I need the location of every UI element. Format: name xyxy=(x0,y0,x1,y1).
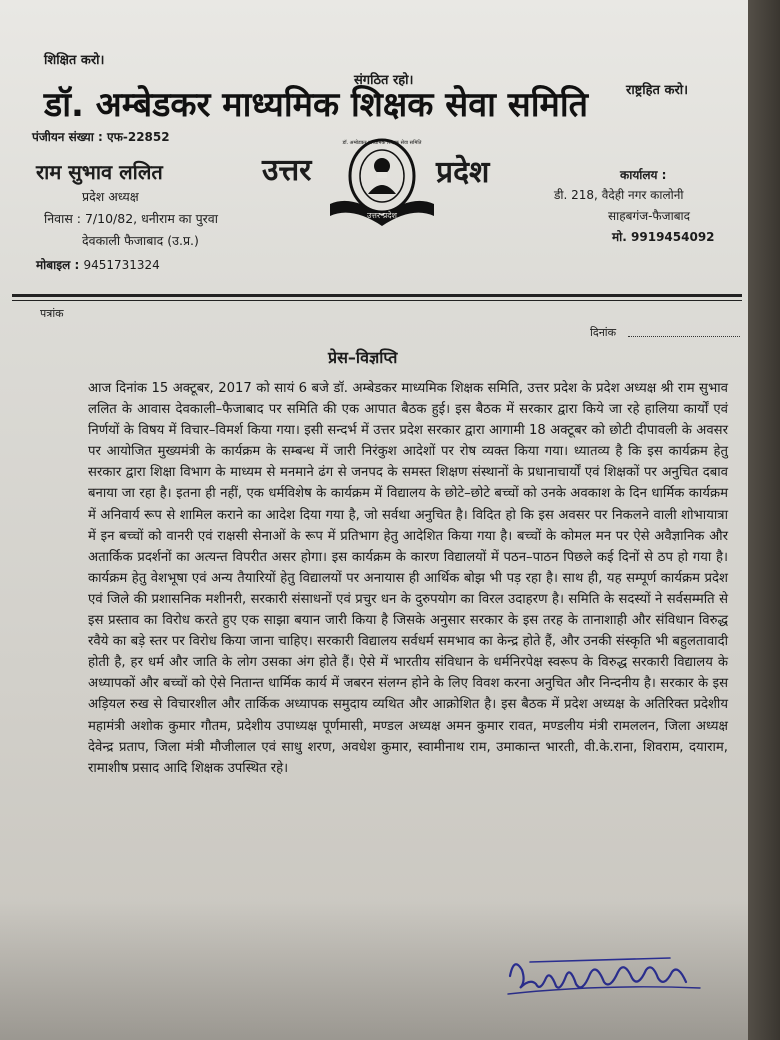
organization-name: डॉ. अम्बेडकर माध्यमिक शिक्षक सेवा समिति xyxy=(44,85,589,125)
registration-number: पंजीयन संख्या : एफ-22852 xyxy=(32,130,170,144)
press-release-body xyxy=(88,378,728,779)
seal-bottom-text: उत्तर प्रदेश xyxy=(367,211,397,220)
handwritten-signature xyxy=(500,948,720,1008)
office-address-line1: डी. 218, वैदेही नगर कालोनी xyxy=(554,188,684,202)
date-label: दिनांक xyxy=(590,326,617,339)
mobile-number: 9451731324 xyxy=(83,258,160,272)
state-name-left: उत्तर xyxy=(262,153,312,188)
header-rule-thick xyxy=(12,294,742,297)
date-field-line xyxy=(628,336,740,337)
president-name: राम सुभाव ललित xyxy=(36,160,163,184)
slogan-right: राष्ट्रहित करो। xyxy=(626,83,689,98)
president-mobile xyxy=(36,256,160,273)
slogan-left: शिक्षित करो। xyxy=(44,53,105,68)
president-address-line2: देवकाली फैजाबाद (उ.प्र.) xyxy=(82,233,199,248)
office-phone: मो. 9919454092 xyxy=(612,230,715,244)
slogan-center: संगठित रहो। xyxy=(354,73,414,88)
organization-seal-icon xyxy=(322,136,442,226)
header-rule-thin xyxy=(12,300,742,301)
document-title: प्रेस–विज्ञप्ति xyxy=(328,348,398,367)
body-paragraph: आज दिनांक 15 अक्टूबर, 2017 को सायं 6 बजे डॉ. अम्बेडकर माध्यमिक शिक्षक समिति, उत्तर प्रदेश के प्रदेश अध्यक्ष श्री राम सुभाव ललित के आवास देवकाली–फैजाबाद पर समिति की एक आपात बैठक हुई। इस बैठक में सरकार द्वारा किये जा रहे हालिया कार्यों एवं निर्णयों के विषय में विचार–विमर्श किया गया। इसी सन्दर्भ में उत्तर प्रदेश सरकार द्वारा आगामी 18 अक्टूबर को छोटी दीपावली के अवसर पर आयोजित मुख्यमंत्री के कार्यक्रम के सम्बन्ध में जारी निरंकुश आदेशों पर रोष व्यक्त किया गया। ध्यातव्य है कि इस कार्यक्रम हेतु सरकार द्वारा शिक्षा विभाग के माध्यम से मनमाने ढंग से जनपद के समस्त शिक्षण संस्थानों के प्रधानाचार्यों एवं शिक्षकों पर अनुचित दबाव बनाया जा रहा है। इतना ही नहीं, एक धर्मविशेष के कार्यक्रम में विद्यालय के छोटे–छोटे बच्चों को उनके अवकाश के दिन धार्मिक कार्यक्रम में अनिवार्य रूप से शामिल कराने का आदेश दिया गया है, जो सर्वथा अनुचित है। विदित हो कि इस अवसर पर निकलने वाली शोभायात्रा में इन बच्चों को वानरी एवं राक्षसी सेनाओं के रूप में प्रतिभाग हेतु आदेशित किया गया है। बच्चों के कोमल मन पर ऐसे अवैज्ञानिक और अतार्किक प्रदर्शनों का अत्यन्त विपरीत असर होगा। इस कार्यक्रम के कारण विद्यालयों में पठन–पाठन पिछले कई दिनों से ठप हो गया है। कार्यक्रम हेतु वेशभूषा एवं अन्य तैयारियों हेतु विद्यालयों पर अनायास ही आर्थिक बोझ भी पड़ रहा है। साथ ही, यह सम्पूर्ण कार्यक्रम प्रदेश एवं जिले की प्रशासनिक मशीनरी, सरकारी संसाधनों एवं प्रचुर धन के दुरुपयोग का विरल उदाहरण है। समिति के सदस्यों ने सर्वसम्मति से इस प्रस्ताव का विरोध करते हुए एक साझा बयान जारी किया है जिसके अनुसार सरकार के इस तरह के तानाशाही और संविधान विरुद्ध रवैये का बड़े स्तर पर विरोध किया जाना चाहिए। सरकारी विद्यालय सर्वधर्म समभाव का केन्द्र होते हैं, और उनकी संस्कृति भी बहुलतावादी होती है, हर धर्म और जाति के लोग उसका अंग होते हैं। ऐसे में भारतीय संविधान के धर्मनिरपेक्ष स्वरूप के विरुद्ध सरकारी विद्यालय के अध्यापकों और बच्चों को ऐसे नितान्त धार्मिक कार्य में जबरन संलग्न होने के लिए विवश करना अनुचित और निन्दनीय है। सरकार के इस अड़ियल रुख से विचारशील और तार्किक अध्यापक समुदाय व्यथित और आक्रोशित है। इस बैठक में प्रदेश अध्यक्ष के अतिरिक्त प्रदेशीय महामंत्री अशोक कुमार गौतम, प्रदेशीय उपाध्यक्ष पूर्णमासी, मण्डल अध्यक्ष अमन कुमार रावत, मण्डलीय मंत्री रामललन, जिला अध्यक्ष देवेन्द्र प्रताप, जिला मंत्री मौजीलाल एवं साधु शरण, अवधेश कुमार, स्वामीनाथ राम, उमाकान्त भारती, वी.के.राना, शिवराम, दयाराम, रामाशीष प्रसाद आदि शिक्षक उपस्थित रहे। xyxy=(88,381,728,776)
mobile-label: मोबाइल : xyxy=(36,258,80,272)
president-address-line1: निवास : 7/10/82, धनीराम का पुरवा xyxy=(44,211,218,226)
president-role: प्रदेश अध्यक्ष xyxy=(82,189,139,204)
state-name-right: प्रदेश xyxy=(436,155,490,190)
reference-number-label: पत्रांक xyxy=(40,307,64,320)
seal-top-text: डॉ. अम्बेडकर माध्यमिक शिक्षक सेवा समिति xyxy=(342,140,422,146)
office-label: कार्यालय : xyxy=(620,168,667,182)
office-address-line2: साहबगंज-फैजाबाद xyxy=(608,209,691,223)
